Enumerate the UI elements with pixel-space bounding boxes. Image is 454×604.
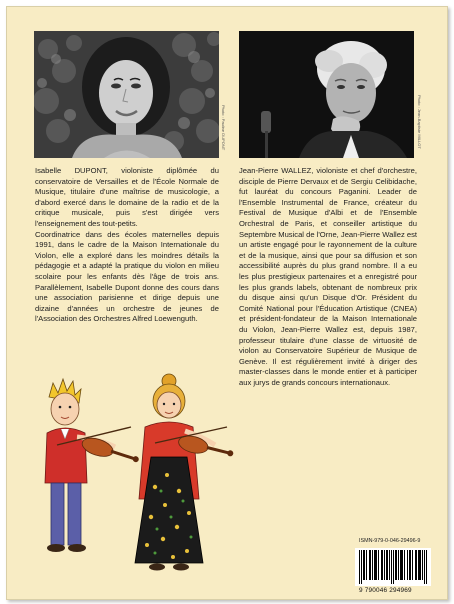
boy-violinist (45, 379, 141, 552)
back-cover (6, 6, 448, 600)
girl-violinist (135, 374, 235, 571)
children-violin-illustration (27, 367, 247, 587)
barcode (355, 548, 431, 586)
photo-credit-left: Photo : Pauline DUPONT (221, 105, 226, 151)
bio-paragraph: Jean-Pierre WALLEZ, violoniste et chef d'orchestre, disciple de Pierre Dervaux et de Sergiu Celibidache, fut lauréat du concours Paganini. Leader de l'Ensemble Instrumental de France, créateur du Festival de Musique d'Albi et de l'Ensemble Orchestral de Paris, et conseiller artistique du Septembre Musical de l'Orne, Jean-Pierre Wallez est un artiste engagé pour le rayonnement de la culture et de la musique, ainsi que pour sa diffusion et son accessibilité auprès du plus grand nombre. Il a eu les plus prestigieux partenaires et a enregistré pour les plus grands labels, obtenant de nombreux prix du disque ainsi qu'un Disque d'Or. Président du Comité National pour l'Éducation Artistique (CNEA) et président-fondateur de la Maison Internationale du Violon, Jean-Pierre Wallez est, depuis 1987, professeur titulaire d'une classe de virtuosité de violon au Conservatoire Supérieur de Musique de Genève. Il est régulièrement invité à diriger des master-classes dans le monde entier et à participer aux jurys de grands concours internationaux. (239, 166, 418, 387)
portrait-photo-jean-pierre-wallez (239, 31, 414, 158)
barcode-number: 9 790046 294969 (359, 587, 412, 594)
isbn-label: ISMN-979-0-046-29496-9 (359, 538, 421, 544)
photo-credit-right: Photo : Jean-Baptiste MILLOT (417, 95, 422, 149)
portrait-photo-isabelle-dupont (34, 31, 219, 158)
biography-jean-pierre-wallez (239, 166, 417, 388)
bio-paragraph: Isabelle DUPONT, violoniste diplômée du conservatoire de Versailles et de l'École Normale de Musique, titulaire d'une maîtrise de musicologie, a d'abord exercé dans le domaine de la radio et de la critique musicale, puis s'est dirigée vers l'enseignement des tout-petits. (35, 166, 219, 228)
biography-isabelle-dupont (35, 166, 219, 325)
bio-paragraph: Coordinatrice dans des écoles maternelles depuis 1991, dans le cadre de la Maison Internationale du Violon, elle a exploré dans les moindres détails la pédagogie et a adapté la pratique du violon en milieu scolaire pour les enfants dès l'âge de trois ans. Parallèlement, Isabelle Dupont donne des cours dans une association parisienne et dirige depuis une dizaine d'années un orchestre de jeunes de l'Association des Orchestres Alfred Loewenguth. (35, 229, 219, 324)
